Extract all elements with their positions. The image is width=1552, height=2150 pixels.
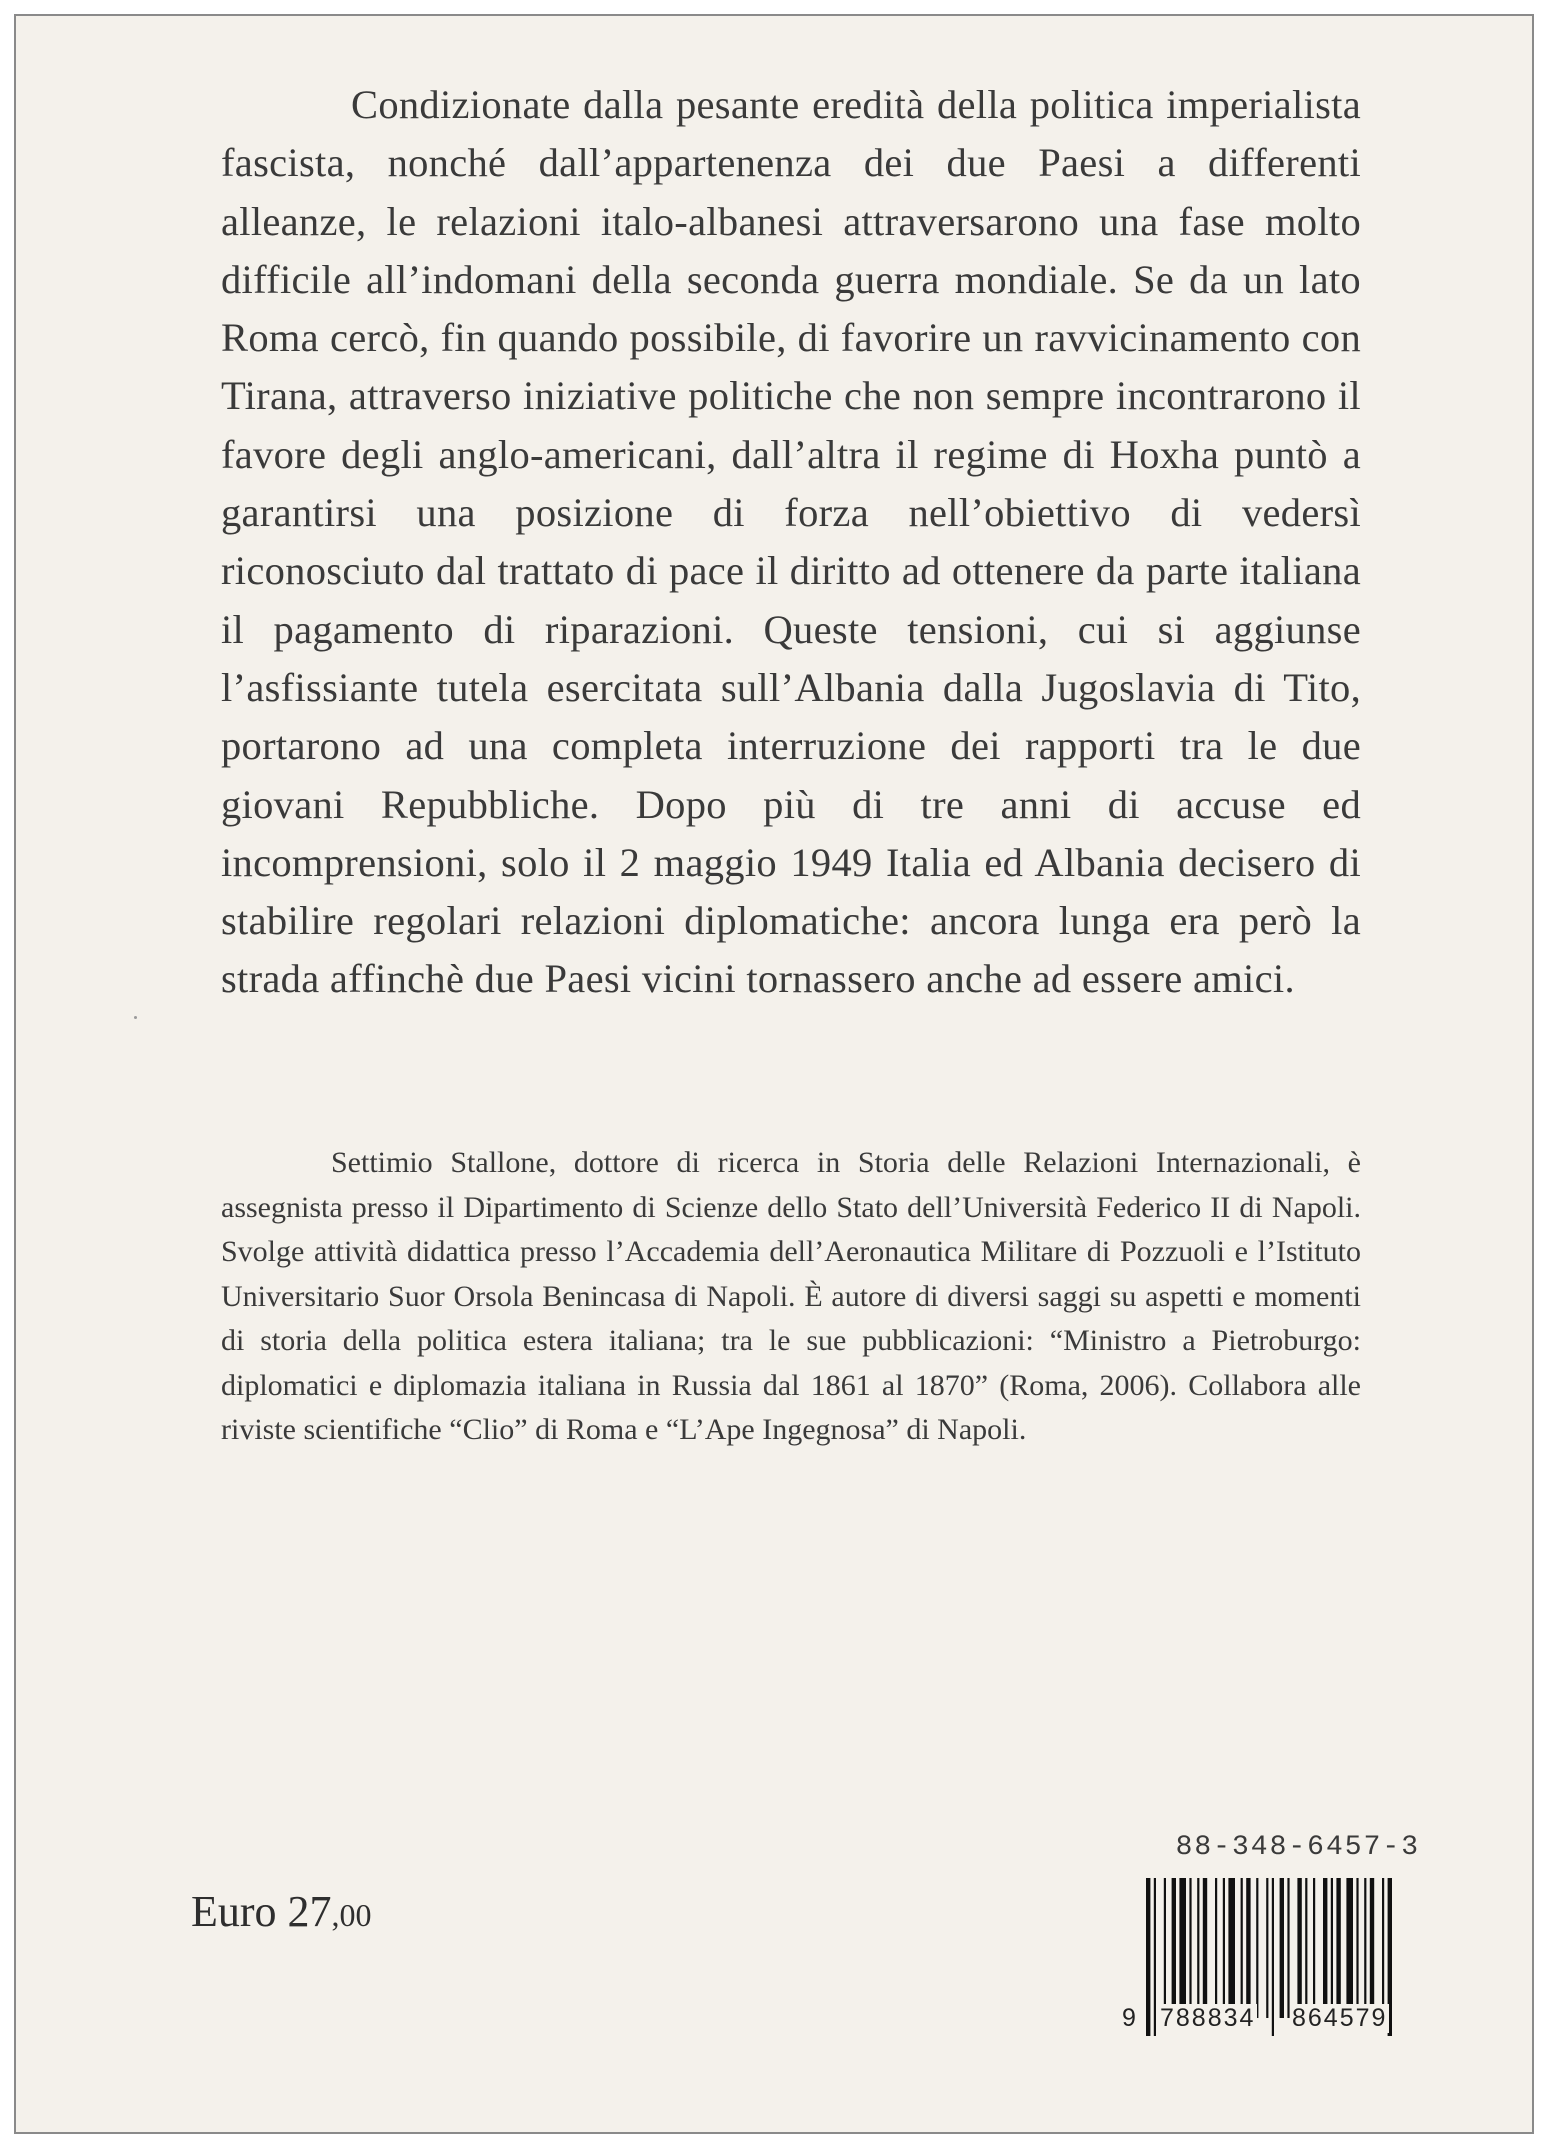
barcode-bar <box>1346 1878 1353 2018</box>
ean-digits <box>1122 2004 1422 2044</box>
barcode-bar <box>1179 1878 1186 2018</box>
back-cover <box>14 14 1534 2134</box>
barcode-bar <box>1323 1878 1327 2018</box>
barcode-bar <box>1223 1878 1225 2018</box>
price-cents: ,00 <box>331 1897 372 1933</box>
barcode-bar <box>1172 1878 1176 2018</box>
barcode-bar <box>1370 1878 1374 2018</box>
synopsis-text: Condizionate dalla pesante eredità della politica imperialista fascista, nonché dall’appartenenza dei due Paesi a differenti alleanze, le relazioni italo-albanesi attraversarono una fase molto difficile all’indomani della seconda guerra mondiale. Se da un lato Roma cercò, fin quando possibile, di favorire un ravvicinamento con Tirana, attraverso iniziative politiche che non sempre incontrarono il favore degli anglo-americani, dall’altra il regime di Hoxha puntò a garantirsi una posizione di forza nell’obiettivo di vedersì riconosciuto dal trattato di pace il diritto ad ottenere da parte italiana il pagamento di riparazioni. Queste tensioni, cui si aggiunse l’asfissiante tutela esercitata sull’Albania dalla Jugoslavia di Tito, portarono ad una completa interruzione dei rapporti tra le due giovani Repubbliche. Dopo più di tre anni di accuse ed incomprensioni, solo il 2 maggio 1949 Italia ed Albania decisero di stabilire regolari relazioni diplomatiche: ancora lunga era però la strada affinchè due Paesi vicini tornassero anche ad essere amici. <box>221 82 1361 1002</box>
barcode-bar <box>1280 1878 1284 2018</box>
author-bio: Settimio Stallone, dottore di ricerca in Storia delle Relazioni Internazionali, è assegnista presso il Dipartimento di Scienze dello Stato dell’Università Federico II di Napoli. Svolge attività didattica presso l’Accademia dell’Aeronautica Militare di Pozzuoli e l’Istituto Universitario Suor Orsola Benincasa di Napoli. È autore di diversi saggi su aspetti e momenti di storia della politica estera italiana; tra le sue pubblicazioni: “Ministro a Pietroburgo: diplomatici e diplomazia italiana in Russia dal 1861 al 1870” (Roma, 2006). Collabora alle riviste scientifiche “Clio” di Roma e “L’Ape Ingegnosa” di Napoli. <box>221 1146 1361 1446</box>
barcode-bar <box>1228 1878 1235 2018</box>
barcode-bar <box>1215 1878 1217 2018</box>
ean-first-digit: 9 <box>1122 2004 1136 2032</box>
isbn-number: 88-348-6457-3 <box>1175 1832 1420 1863</box>
barcode-bar <box>1336 1878 1340 2018</box>
barcode-bar <box>1297 1878 1301 2018</box>
barcode-bar <box>1331 1878 1333 2018</box>
barcode-bar <box>1382 1878 1384 2018</box>
ean-right-group: 864579 <box>1292 2004 1388 2032</box>
barcode-bar <box>1189 1878 1191 2018</box>
barcode-bar <box>1246 1878 1250 2018</box>
barcode-bar <box>1313 1878 1315 2018</box>
barcode-bar <box>1241 1878 1243 2018</box>
price-amount: Euro 27 <box>191 1887 332 1936</box>
print-speck <box>134 1016 137 1019</box>
barcode-bar <box>1305 1878 1307 2018</box>
barcode-bar <box>1356 1878 1358 2018</box>
barcode-bar <box>1256 1878 1258 2018</box>
price-label <box>191 1886 372 1937</box>
barcode-bar <box>1287 1878 1289 2018</box>
barcode-bar <box>1197 1878 1199 2018</box>
ean-left-group: 788834 <box>1160 2004 1256 2032</box>
barcode-bar <box>1364 1878 1366 2018</box>
barcode-bar <box>1203 1878 1207 2018</box>
barcode-bar <box>1266 1878 1268 2018</box>
barcode-bar <box>1164 1878 1166 2018</box>
